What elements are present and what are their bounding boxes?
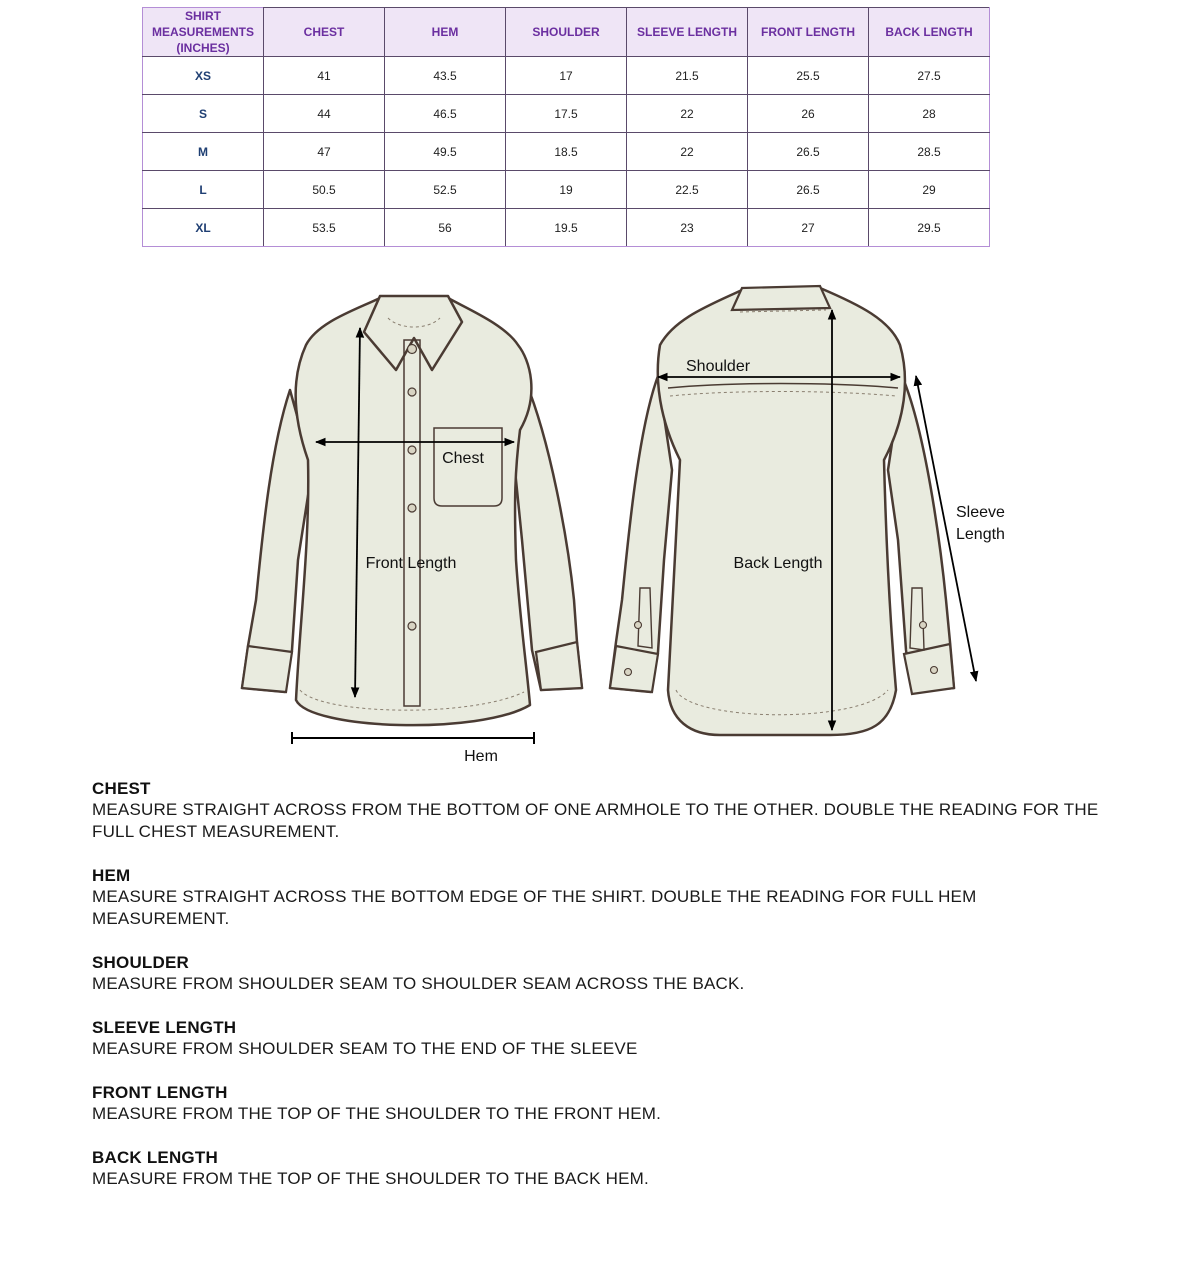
shirt-back-illustration [610,286,954,735]
table-cell: 25.5 [748,57,869,95]
guide-item-sleeve-length [92,1017,1102,1060]
table-cell: 47 [264,133,385,171]
table-cell: 26.5 [748,171,869,209]
sleeve-length-label: Sleeve [956,504,1005,521]
table-cell: 17 [506,57,627,95]
measurement-guide [92,778,1102,1212]
size-cell: M [143,133,264,171]
table-cell: 17.5 [506,95,627,133]
table-cell: 29 [869,171,990,209]
header-sleeve-length: SLEEVE LENGTH [627,8,748,57]
table-cell: 23 [627,209,748,247]
header-back-length: BACK LENGTH [869,8,990,57]
table-cell: 46.5 [385,95,506,133]
table-cell: 41 [264,57,385,95]
table-cell: 50.5 [264,171,385,209]
table-cell: 27 [748,209,869,247]
table-cell: 56 [385,209,506,247]
table-cell: 44 [264,95,385,133]
guide-item-shoulder [92,952,1102,995]
size-cell: S [143,95,264,133]
guide-title: HEM [92,866,131,885]
table-cell: 26.5 [748,133,869,171]
shoulder-label: Shoulder [686,358,751,375]
header-chest: CHEST [264,8,385,57]
table-cell: 53.5 [264,209,385,247]
table-cell: 26 [748,95,869,133]
table-cell: 28.5 [869,133,990,171]
table-row [143,57,990,95]
table-row [143,171,990,209]
guide-description: MEASURE FROM SHOULDER SEAM TO THE END OF THE SLEEVE [92,1039,638,1058]
header-shirt-measurements: SHIRT MEASUREMENTS (INCHES) [143,8,264,57]
guide-item-chest [92,778,1102,843]
table-cell: 22.5 [627,171,748,209]
guide-title: FRONT LENGTH [92,1083,228,1102]
header-shoulder: SHOULDER [506,8,627,57]
guide-title: CHEST [92,779,151,798]
guide-item-back-length [92,1147,1102,1190]
table-cell: 22 [627,133,748,171]
guide-description: MEASURE STRAIGHT ACROSS FROM THE BOTTOM OF ONE ARMHOLE TO THE OTHER. DOUBLE THE READING FOR THE FULL CHEST MEASUREMENT. [92,800,1099,841]
chest-label: Chest [442,450,484,467]
size-cell: XL [143,209,264,247]
table-header-row [143,8,990,57]
guide-item-front-length [92,1082,1102,1125]
hem-label: Hem [464,748,498,765]
table-row [143,209,990,247]
table-cell: 27.5 [869,57,990,95]
table-cell: 21.5 [627,57,748,95]
table-cell: 43.5 [385,57,506,95]
table-cell: 22 [627,95,748,133]
guide-description: MEASURE STRAIGHT ACROSS THE BOTTOM EDGE OF THE SHIRT. DOUBLE THE READING FOR FULL HEM MEASUREMENT. [92,887,977,928]
table-row [143,95,990,133]
table-row [143,133,990,171]
table-cell: 28 [869,95,990,133]
size-cell: L [143,171,264,209]
guide-description: MEASURE FROM THE TOP OF THE SHOULDER TO THE FRONT HEM. [92,1104,662,1123]
guide-description: MEASURE FROM THE TOP OF THE SHOULDER TO THE BACK HEM. [92,1169,649,1188]
size-cell: XS [143,57,264,95]
table-cell: 29.5 [869,209,990,247]
guide-description: MEASURE FROM SHOULDER SEAM TO SHOULDER SEAM ACROSS THE BACK. [92,974,745,993]
guide-item-hem [92,865,1102,930]
size-chart-table [142,7,990,247]
header-front-length: FRONT LENGTH [748,8,869,57]
shirt-front-illustration [242,296,582,725]
sleeve-length-label-line2: Length [956,526,1005,543]
guide-title: SLEEVE LENGTH [92,1018,237,1037]
shirt-measurement-diagram [0,250,1200,780]
table-cell: 49.5 [385,133,506,171]
front-length-label: Front Length [365,555,457,572]
guide-title: BACK LENGTH [92,1148,218,1167]
table-cell: 52.5 [385,171,506,209]
header-hem: HEM [385,8,506,57]
hem-measure-bar [292,732,534,744]
table-cell: 19 [506,171,627,209]
table-cell: 19.5 [506,209,627,247]
table-cell: 18.5 [506,133,627,171]
back-length-label: Back Length [733,555,823,572]
guide-title: SHOULDER [92,953,189,972]
